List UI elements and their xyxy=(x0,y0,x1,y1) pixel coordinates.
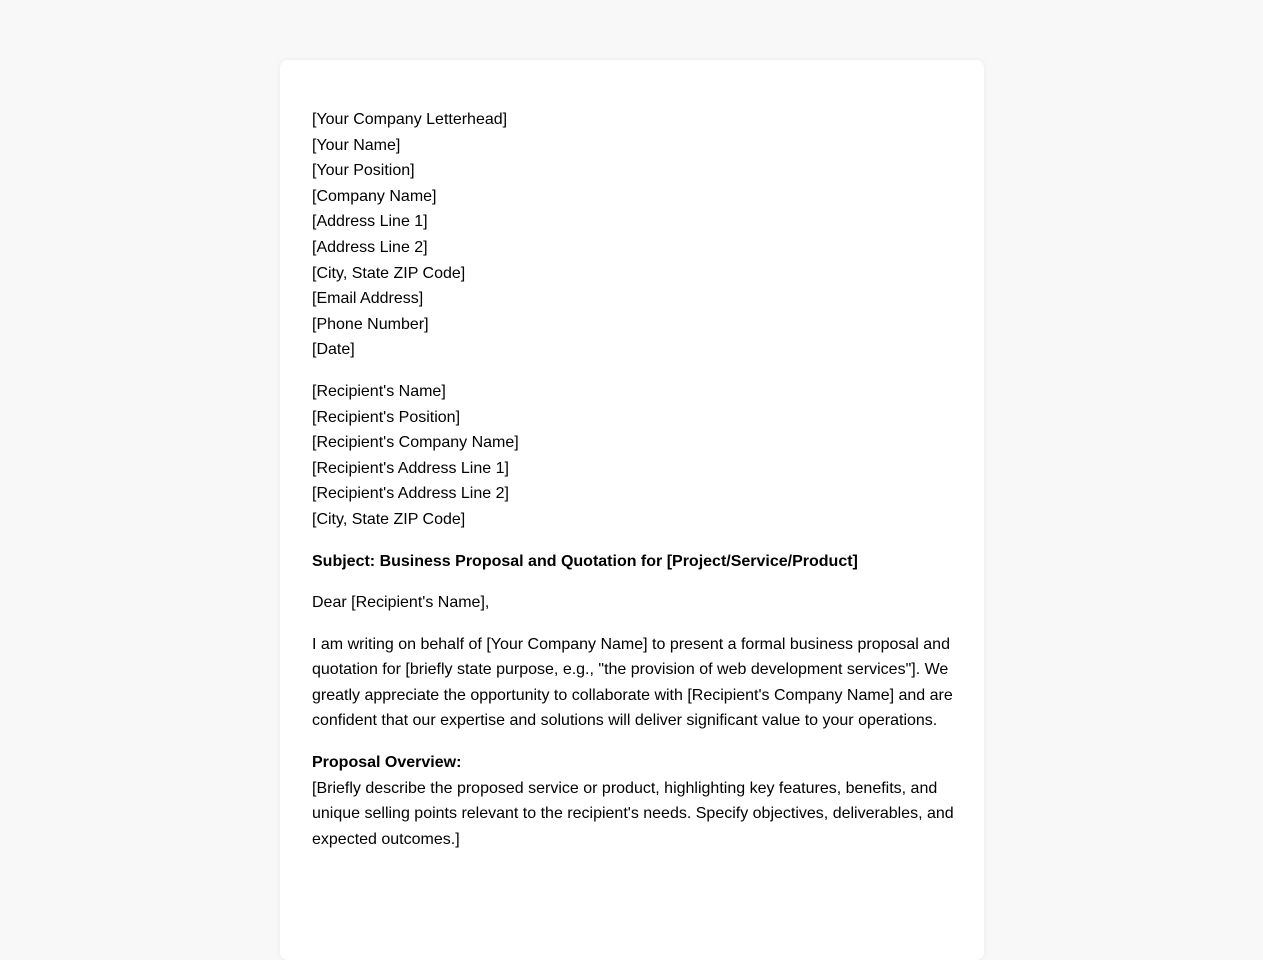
salutation: Dear [Recipient's Name], xyxy=(312,594,490,612)
recipient-city: [City, State ZIP Code] xyxy=(312,510,466,528)
intro-paragraph: I am writing on behalf of [Your Company Name] to present a formal business proposal and quotation for [briefly state purpose, e.g., "the provision of web development services"]. We greatly appreciate the opportunity to collaborate with [Recipient's Company Name] and are confident that our expertise and solutions will deliver significant value to your operations. xyxy=(312,635,953,730)
sender-letterhead: [Your Company Letterhead] xyxy=(312,111,508,128)
sender-block xyxy=(312,107,957,363)
proposal-overview-heading: Proposal Overview: xyxy=(312,754,462,772)
proposal-overview-section xyxy=(312,750,957,852)
recipient-company: [Recipient's Company Name] xyxy=(312,434,519,452)
sender-position: [Your Position] xyxy=(312,162,415,180)
sender-address-line-1: [Address Line 1] xyxy=(312,213,428,231)
letter-content xyxy=(312,107,957,852)
proposal-overview-body: [Briefly describe the proposed service or product, highlighting key features, benefits, and unique selling points relevant to the recipient's needs. Specify objectives, deliverables, and expected outcomes.] xyxy=(312,779,954,848)
sender-email: [Email Address] xyxy=(312,290,424,308)
letter-page xyxy=(280,60,984,960)
recipient-position: [Recipient's Position] xyxy=(312,408,461,426)
recipient-address-line-1: [Recipient's Address Line 1] xyxy=(312,459,509,477)
sender-city: [City, State ZIP Code] xyxy=(312,264,466,282)
subject-line: Subject: Business Proposal and Quotation for [Project/Service/Product] xyxy=(312,552,858,570)
recipient-address-line-2: [Recipient's Address Line 2] xyxy=(312,485,509,503)
sender-address-line-2: [Address Line 2] xyxy=(312,238,428,256)
recipient-block xyxy=(312,379,957,533)
sender-phone: [Phone Number] xyxy=(312,315,429,333)
sender-name: [Your Name] xyxy=(312,136,401,154)
recipient-name: [Recipient's Name] xyxy=(312,382,446,400)
sender-company: [Company Name] xyxy=(312,187,437,205)
sender-date: [Date] xyxy=(312,341,355,359)
